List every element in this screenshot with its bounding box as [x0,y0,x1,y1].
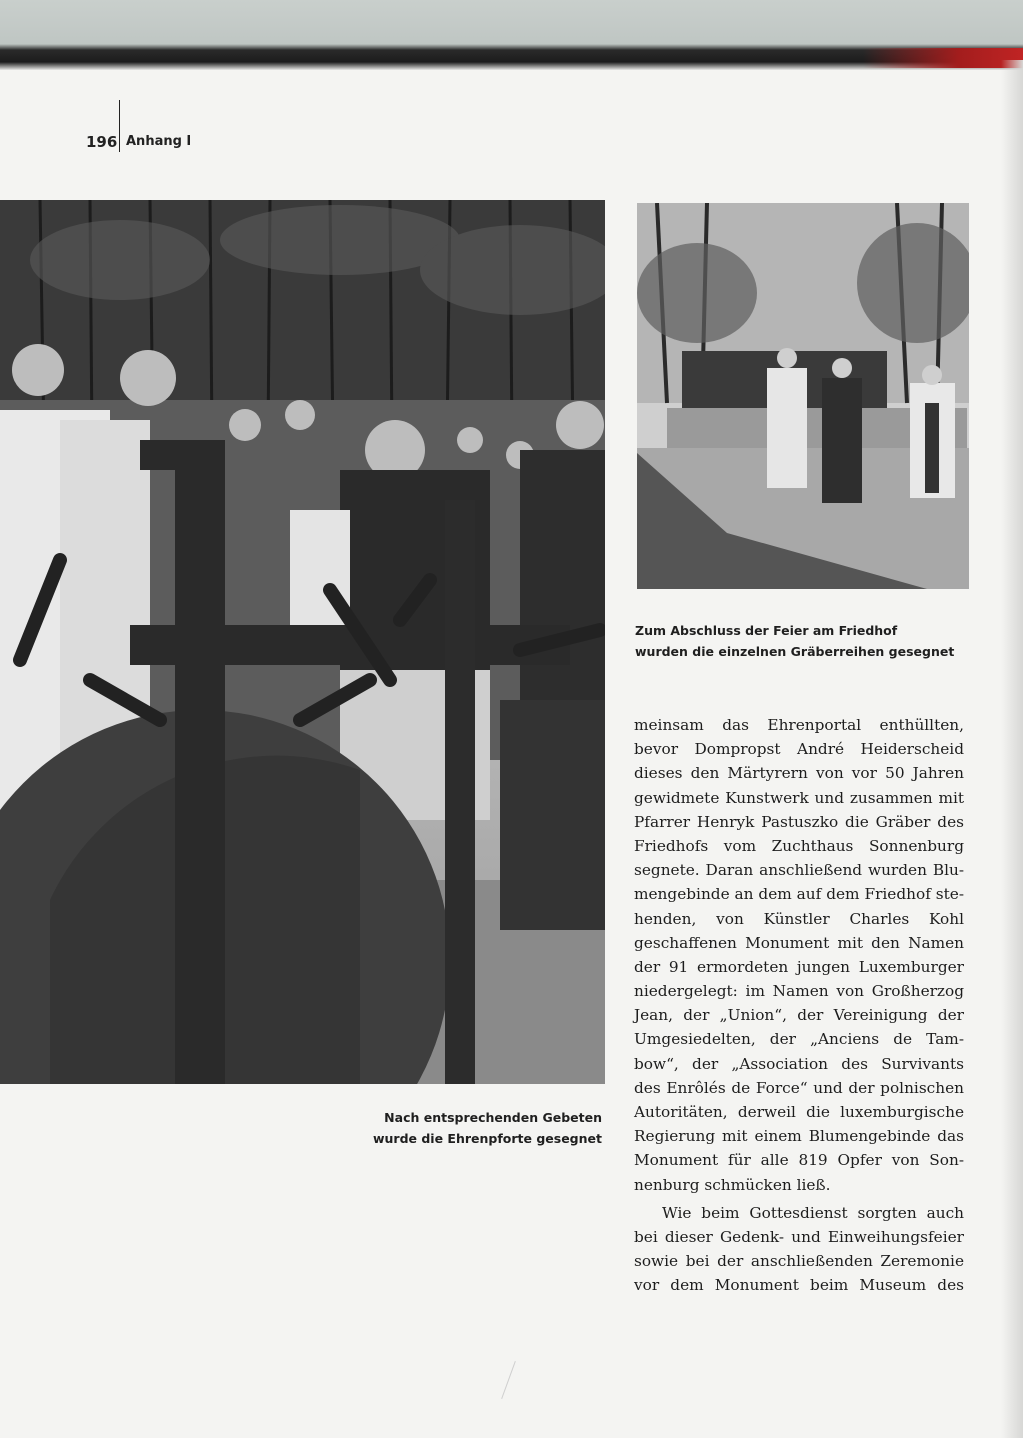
caption-line: wurde die Ehrenpforte gesegnet [372,1131,602,1146]
text-line: Autoritäten, derweil die luxemburgische [634,1103,964,1121]
caption-line: wurden die einzelnen Gräberreihen gesegnet [635,644,955,659]
text-line: henden, von Künstler Charles Kohl [634,909,964,928]
text-line: geschaffenen Monument mit den Namen [634,933,964,952]
text-line: vor dem Monument beim Museum des [634,1276,964,1295]
text-line: Wie beim Gottesdienst sorgten auch [662,1203,964,1222]
caption-gate [330,1107,602,1149]
photo-cemetery-blessing [637,203,969,589]
text-line: Pfarrer Henryk Pastuszko die Gräber des [634,812,964,831]
text-line: bei dieser Gedenk- und Einweihungsfeier [634,1227,964,1246]
text-line: des Enrôlés de Force“ und der polnischen [634,1078,964,1097]
text-line: Friedhofs vom Zuchthaus Sonnenburg [634,836,964,855]
text-line: nenburg schmücken ließ. [634,1175,831,1194]
text-line: Umgesiedelten, der „Anciens de Tam- [634,1030,964,1049]
photo-cemetery-icon [637,203,969,589]
photo-ceremony-icon [0,200,605,1084]
paragraph-2 [634,1201,964,1298]
scan-edge-red [863,48,1023,68]
scan-mark [501,1361,516,1399]
caption-line: Zum Abschluss der Feier am Friedhof [635,623,898,638]
text-line: mengebinde an dem auf dem Friedhof ste- [634,885,964,904]
text-line: Jean, der „Union“, der Vereinigung der [634,1006,964,1025]
scan-edge-right [1001,60,1023,1438]
text-line: bevor Dompropst André Heiderscheid [634,740,964,759]
running-title: Anhang I [126,134,192,149]
text-line: bow“, der „Association des Survivants [634,1054,964,1073]
text-line: sowie bei der anschließenden Zeremonie [634,1252,964,1271]
caption-cemetery [635,620,975,662]
text-line: segnete. Daran anschließend wurden Blu- [634,861,964,880]
text-line: Regierung mit einem Blumengebinde das [634,1127,964,1146]
body-text [634,713,964,1298]
text-line: der 91 ermordeten jungen Luxemburger [634,957,964,976]
text-line: Monument für alle 819 Opfer von Son- [634,1151,964,1170]
text-line: niedergelegt: im Namen von Großherzog [634,982,964,1001]
header-rule [119,100,120,152]
text-line: gewidmete Kunstwerk und zusammen mit [634,788,964,807]
caption-line: Nach entsprechenden Gebeten [384,1110,602,1125]
text-line: dieses den Märtyrern von vor 50 Jahren [634,764,964,783]
page-number: 196 [86,133,118,151]
photo-blessing-gate [0,200,605,1084]
text-line: meinsam das Ehrenportal enthüllten, [634,716,964,734]
paragraph-1 [634,713,964,1197]
